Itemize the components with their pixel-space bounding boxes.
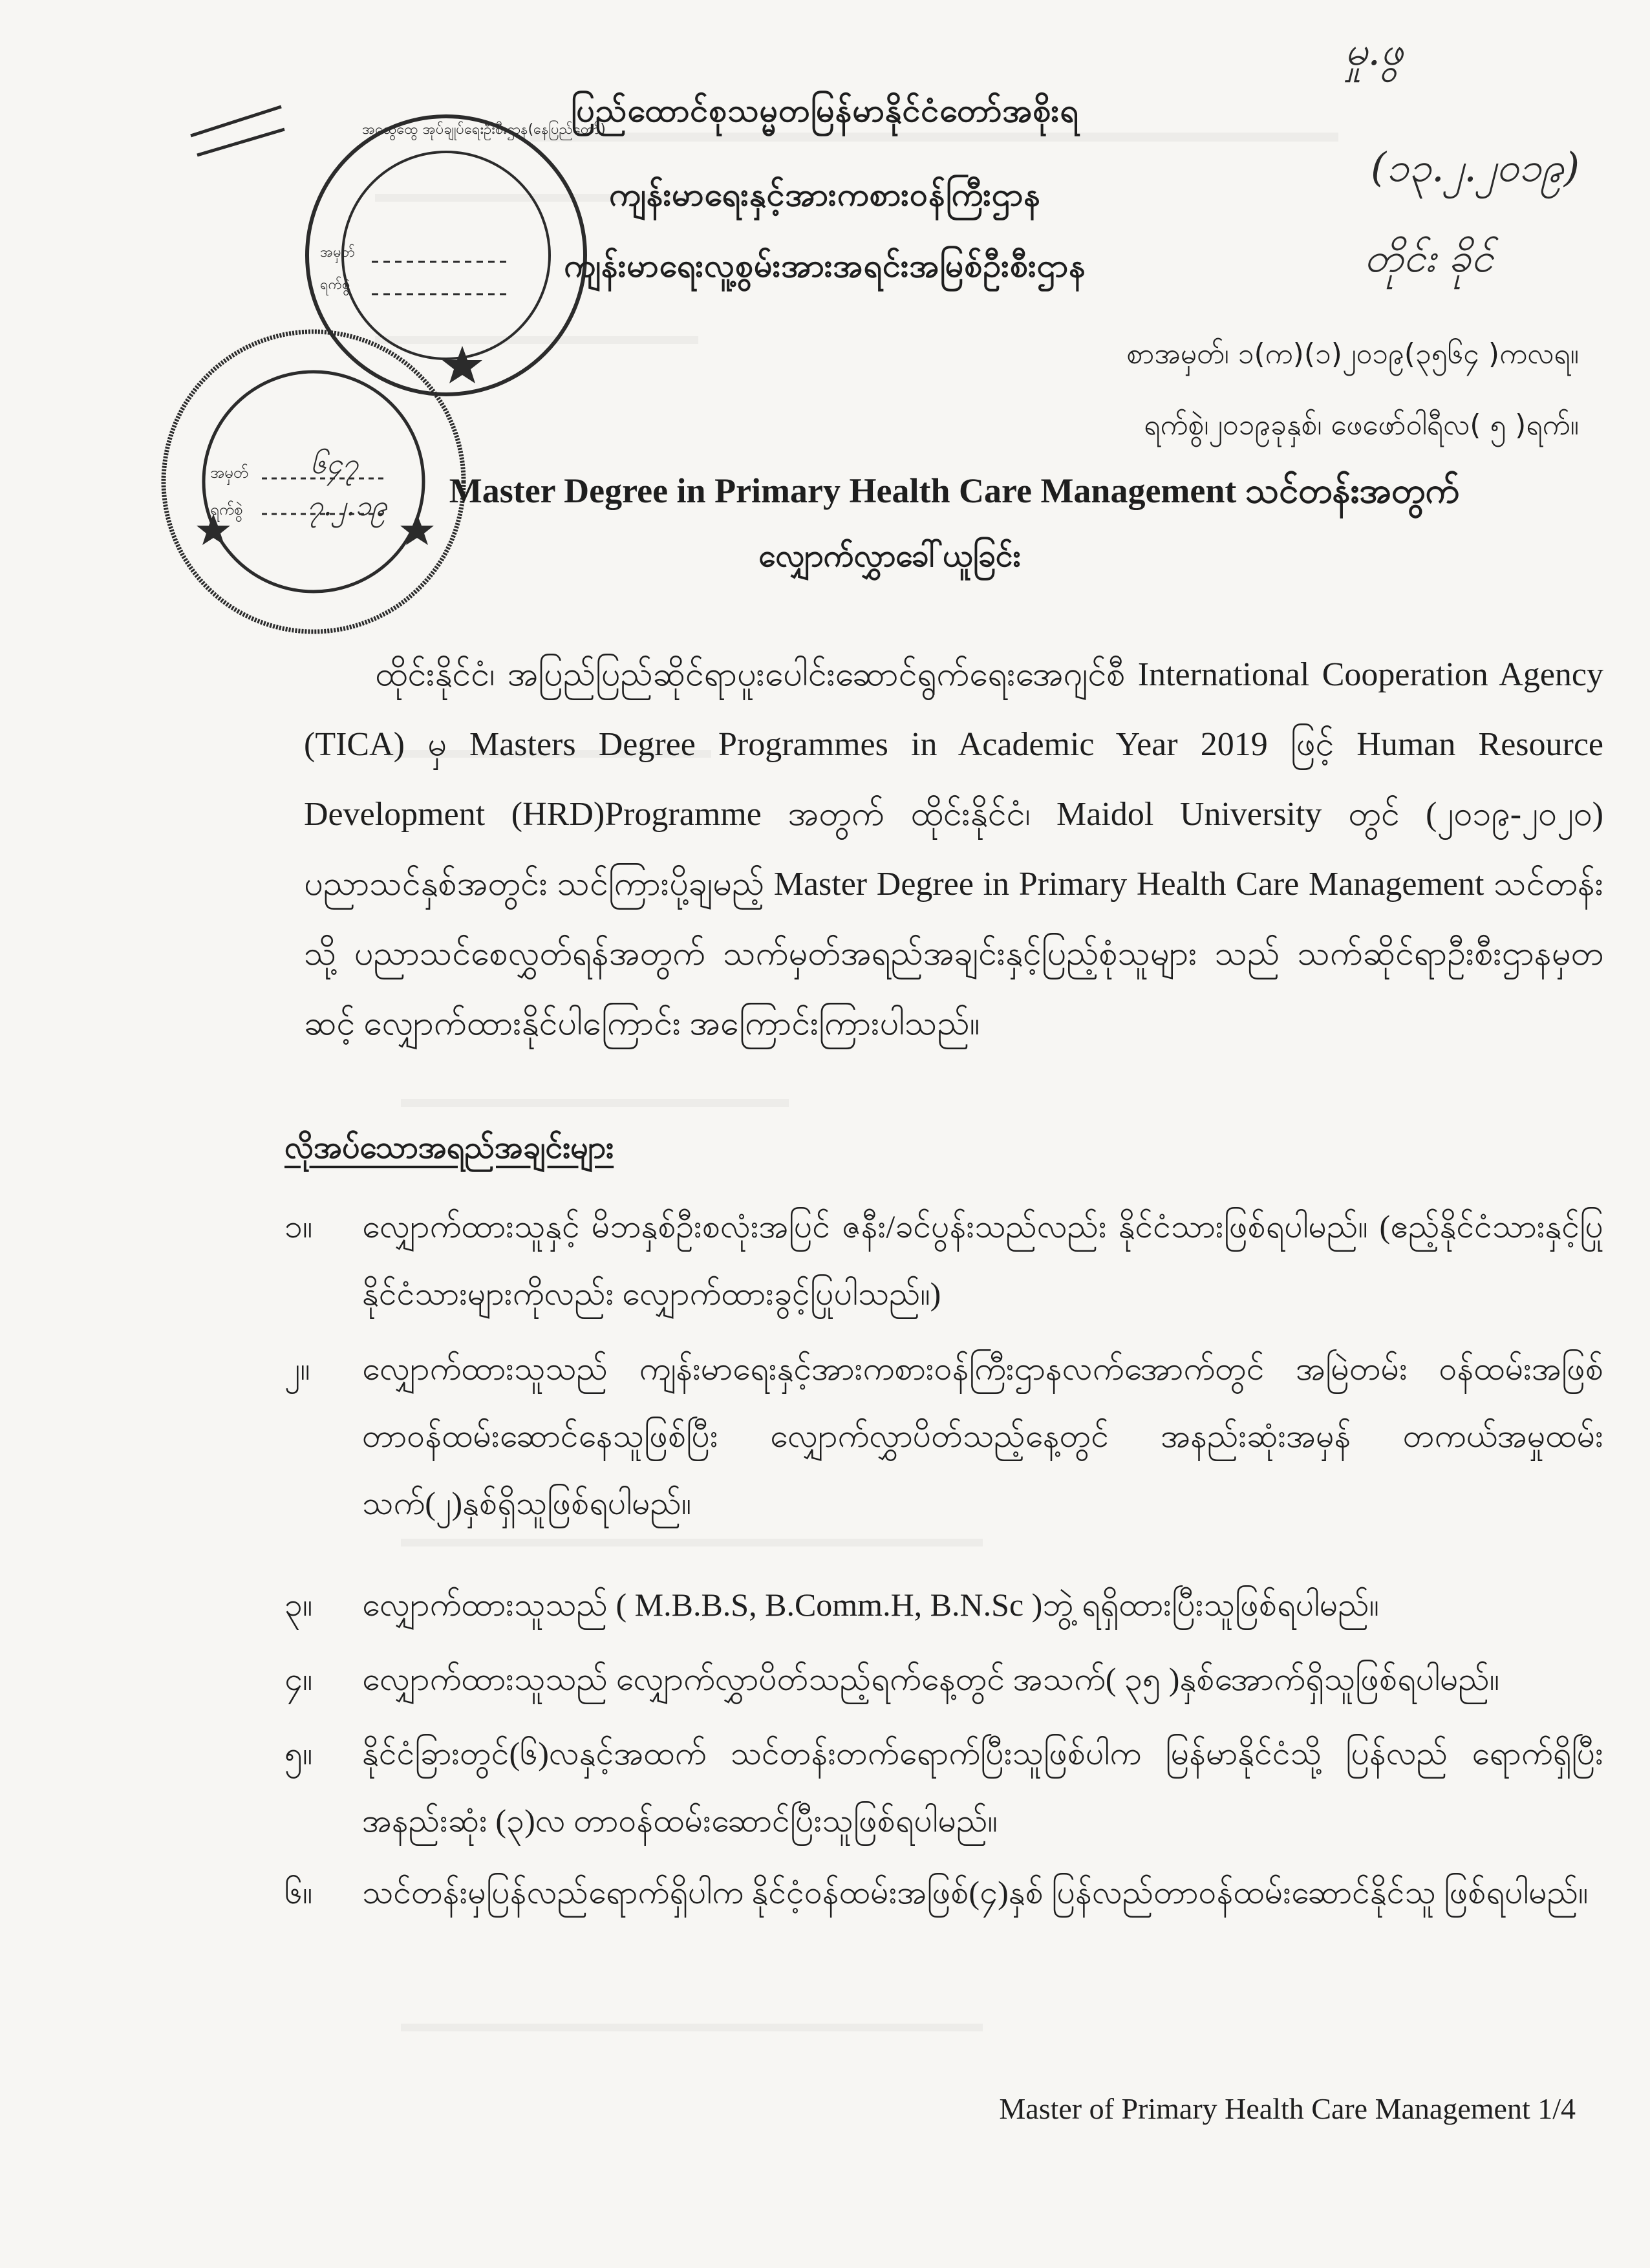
requirement-item <box>284 1571 1603 1638</box>
requirement-item <box>284 1193 1603 1327</box>
requirements-heading: လိုအပ်သောအရည်အချင်းများ <box>284 1129 614 1166</box>
requirement-text: လျှောက်ထားသူသည် လျှောက်လွှာပိတ်သည့်ရက်နေ့တွင် အသက်( ၃၅ )နှစ်အောက်ရှိသူဖြစ်ရပါမည်။ <box>362 1661 1500 1697</box>
handwritten-note-2: (၁၃.၂.၂၀၁၉) <box>1371 144 1580 191</box>
stamp-1-number-label: အမှတ် <box>320 244 356 261</box>
title-myanmar: လျှောက်လွှာခေါ်ယူခြင်း <box>758 538 1021 574</box>
requirement-item <box>284 1335 1603 1537</box>
requirement-text: လျှောက်ထားသူနှင့် မိဘနှစ်ဦးစလုံးအပြင် ဇနီး/ခင်ပွန်းသည်လည်း နိုင်ငံသားဖြစ်ရပါမည်။ (ဧည့်နိုင်ငံသားနှင့်ပြုနိုင်ငံသားများကိုလည်း လျှောက်ထားခွင့်ပြုပါသည်။) <box>362 1208 1603 1312</box>
requirement-number: ၆။ <box>284 1874 313 1910</box>
stamp-2-date-label: ရက်စွဲ <box>210 500 243 519</box>
requirement-number: ၅။ <box>284 1735 313 1771</box>
bleed-through-line <box>401 2024 983 2031</box>
stamp-2-number-label: အမှတ် <box>210 464 249 482</box>
letter-number: စာအမှတ်၊ ၁(က)(၁)၂၀၁၉(၃၅၆၄ )ကလရ။ <box>1126 337 1579 370</box>
requirement-number: ၃။ <box>284 1587 313 1623</box>
page-footer: Master of Primary Health Care Management 1/4 <box>999 2092 1576 2125</box>
header-ministry: ကျန်းမာရေးနှင့်အားကစားဝန်ကြီးဌာန <box>608 176 1042 213</box>
bleed-through-line <box>401 1099 789 1107</box>
requirement-text: လျှောက်ထားသူသည် ( M.B.B.S, B.Comm.H, B.N.Sc )ဘွဲ့ ရရှိထားပြီးသူဖြစ်ရပါမည်။ <box>362 1587 1379 1623</box>
letter-date: ရက်စွဲ၊၂၀၁၉ခုနှစ်၊ ဖေဖော်ဝါရီလ( ၅ )ရက်။ <box>1144 409 1579 442</box>
requirement-text: လျှောက်ထားသူသည် ကျန်းမာရေးနှင့်အားကစားဝန်ကြီးဌာနလက်အောက်တွင် အမြဲတမ်း ဝန်ထမ်းအဖြစ် တာဝန်ထမ်းဆောင်နေသူဖြစ်ပြီး လျှောက်လွှာပိတ်သည့်နေ့တွင် အနည်းဆုံးအမှန် တကယ်အမှုထမ်းသက်(၂)နှစ်ရှိသူဖြစ်ရပါမည်။ <box>362 1351 1603 1521</box>
header-government: ပြည်ထောင်စုသမ္မတမြန်မာနိုင်ငံတော်အစိုးရ <box>571 92 1079 129</box>
stamp-1-top-text: အထွေထွေ အုပ်ချုပ်ရေးဦးစီးဌာန(နေပြည်တော်) <box>362 122 606 138</box>
stamp-1-date-label: ရက်စွဲ <box>320 277 350 293</box>
requirement-text: သင်တန်းမှပြန်လည်ရောက်ရှိပါက နိုင်ငံ့ဝန်ထမ်းအဖြစ်(၄)နှစ် ပြန်လည်တာဝန်ထမ်းဆောင်နိုင်သူ ဖြစ်ရပါမည်။ <box>362 1874 1589 1910</box>
title-english: Master Degree in Primary Health Care Management သင်တန်းအတွက် <box>449 471 1460 510</box>
requirement-item <box>284 1859 1603 1926</box>
intro-paragraph: ထိုင်းနိုင်ငံ၊ အပြည်ပြည်ဆိုင်ရာပူးပေါင်းဆောင်ရွက်ရေးအေဂျင်စီ International Cooperation Agency (TICA) မှ Masters Degree Programmes in Academic Year 2019 ဖြင့် Human Resource Development (HRD)Programme အတွက် ထိုင်းနိုင်ငံ၊ Maidol University တွင် (၂၀၁၉-၂၀၂၀) ပညာသင်နှစ်အတွင်း သင်ကြားပို့ချမည့် Master Degree in Primary Health Care Management သင်တန်းသို့ ပညာသင်စေလွှတ်ရန်အတွက် သက်မှတ်အရည်အချင်းနှင့်ပြည့်စုံသူများ သည် သက်ဆိုင်ရာဦးစီးဌာနမှတဆင့် လျှောက်ထားနိုင်ပါကြောင်း အကြောင်းကြားပါသည်။ <box>304 656 1603 1042</box>
header-department: ကျန်းမာရေးလူ့စွမ်းအားအရင်းအမြစ်ဦးစီးဌာန <box>564 247 1086 284</box>
bleed-through-line <box>401 1539 983 1546</box>
handwritten-note-3: တိုင်း ခိုင် <box>1364 234 1494 281</box>
requirement-number: ၁။ <box>284 1208 313 1245</box>
requirement-text: နိုင်ငံခြားတွင်(၆)လနှင့်အထက် သင်တန်းတက်ရောက်ပြီးသူဖြစ်ပါက မြန်မာနိုင်ငံသို့ ပြန်လည် ရောက်ရှိပြီးအနည်းဆုံး (၃)လ တာဝန်ထမ်းဆောင်ပြီးသူဖြစ်ရပါမည်။ <box>362 1735 1603 1839</box>
requirement-item <box>284 1645 1603 1713</box>
requirement-number: ၄။ <box>284 1661 313 1697</box>
handwritten-note-1: မှု.ဖွ <box>1345 27 1404 74</box>
stamp-2-handwritten-date: ၇.၂.၁၉ <box>307 489 387 522</box>
requirement-item <box>284 1720 1603 1854</box>
stamp-2-handwritten-number: ၆၄၇ <box>310 447 359 480</box>
requirement-number: ၂။ <box>284 1351 310 1387</box>
